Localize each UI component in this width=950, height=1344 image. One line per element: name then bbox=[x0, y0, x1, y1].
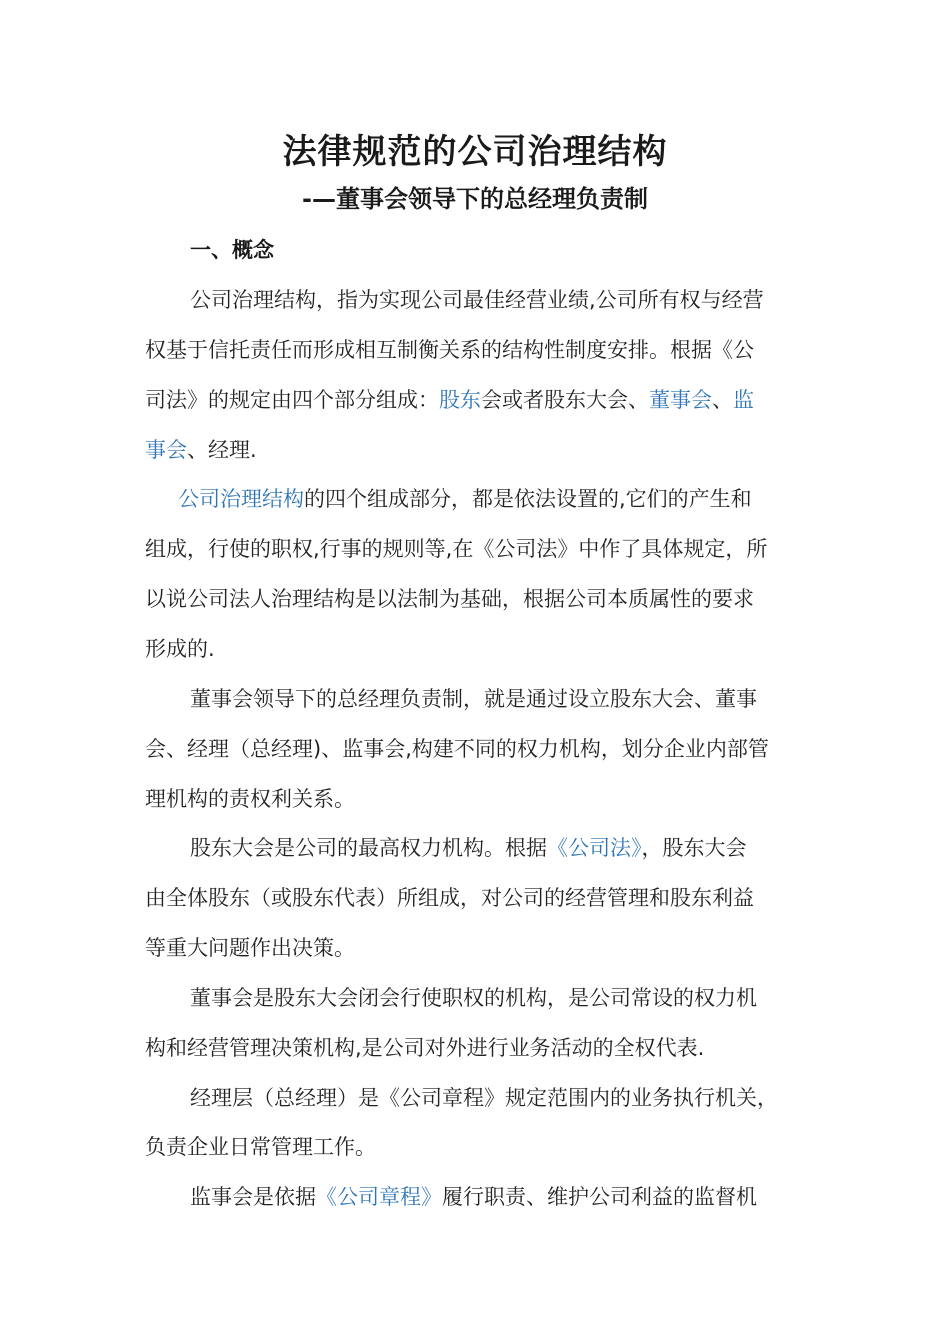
text-span: 、 bbox=[712, 388, 733, 412]
paragraph-2-line-4: 形成的. bbox=[145, 637, 215, 661]
page-subtitle: -—董事会领导下的总经理负责制 bbox=[302, 185, 648, 213]
paragraph-1-line-4 bbox=[145, 434, 825, 466]
paragraph-1-line-3 bbox=[145, 384, 825, 416]
paragraph-4-line-1 bbox=[190, 832, 870, 864]
text-span: 、经理. bbox=[187, 438, 257, 462]
link-supervisory-part2[interactable]: 事会 bbox=[145, 438, 187, 462]
paragraph-7-line-1 bbox=[190, 1181, 870, 1213]
link-board[interactable]: 董事会 bbox=[649, 388, 712, 412]
paragraph-3-line-1: 董事会领导下的总经理负责制，就是通过设立股东大会、董事 bbox=[190, 687, 757, 711]
text-span: 股东大会是公司的最高权力机构。根据 bbox=[190, 836, 547, 860]
text-span: 履行职责、维护公司利益的监督机 bbox=[442, 1185, 757, 1209]
link-shareholder[interactable]: 股东 bbox=[439, 388, 481, 412]
paragraph-6-line-1: 经理层（总经理）是《公司章程》规定范围内的业务执行机关， bbox=[190, 1086, 778, 1110]
paragraph-4-line-2: 由全体股东（或股东代表）所组成，对公司的经营管理和股东利益 bbox=[145, 886, 754, 910]
text-span: 的四个组成部分，都是依法设置的,它们的产生和 bbox=[304, 487, 752, 511]
paragraph-2-line-2: 组成，行使的职权,行事的规则等,在《公司法》中作了具体规定，所 bbox=[145, 537, 768, 561]
paragraph-1-line-1: 公司治理结构，指为实现公司最佳经营业绩,公司所有权与经营 bbox=[190, 288, 764, 312]
text-span: 监事会是依据 bbox=[190, 1185, 316, 1209]
link-supervisory-part1[interactable]: 监 bbox=[733, 388, 754, 412]
text-span: 会或者股东大会、 bbox=[481, 388, 649, 412]
paragraph-2-line-3: 以说公司法人治理结构是以法制为基础，根据公司本质属性的要求 bbox=[145, 587, 754, 611]
text-span: ，股东大会 bbox=[641, 836, 747, 860]
link-articles-of-association[interactable]: 《公司章程》 bbox=[316, 1185, 442, 1209]
paragraph-3-line-3: 理机构的责权利关系。 bbox=[145, 787, 355, 811]
link-corporate-governance[interactable]: 公司治理结构 bbox=[178, 487, 304, 511]
paragraph-4-line-3: 等重大问题作出决策。 bbox=[145, 936, 355, 960]
paragraph-5-line-1: 董事会是股东大会闭会行使职权的机构，是公司常设的权力机 bbox=[190, 986, 757, 1010]
paragraph-2-line-1 bbox=[178, 483, 858, 515]
link-company-law[interactable]: 《公司法》 bbox=[547, 836, 642, 860]
paragraph-3-line-2: 会、经理（总经理)、监事会,构建不同的权力机构，划分企业内部管 bbox=[145, 737, 769, 761]
paragraph-5-line-2: 构和经营管理决策机构,是公司对外进行业务活动的全权代表. bbox=[145, 1036, 705, 1060]
page-title: 法律规范的公司治理结构 bbox=[282, 132, 668, 172]
paragraph-1-line-2: 权基于信托责任而形成相互制衡关系的结构性制度安排。根据《公 bbox=[145, 338, 754, 362]
section-heading: 一、概念 bbox=[190, 238, 274, 262]
paragraph-6-line-2: 负责企业日常管理工作。 bbox=[145, 1135, 376, 1159]
text-span: 司法》的规定由四个部分组成： bbox=[145, 388, 439, 412]
